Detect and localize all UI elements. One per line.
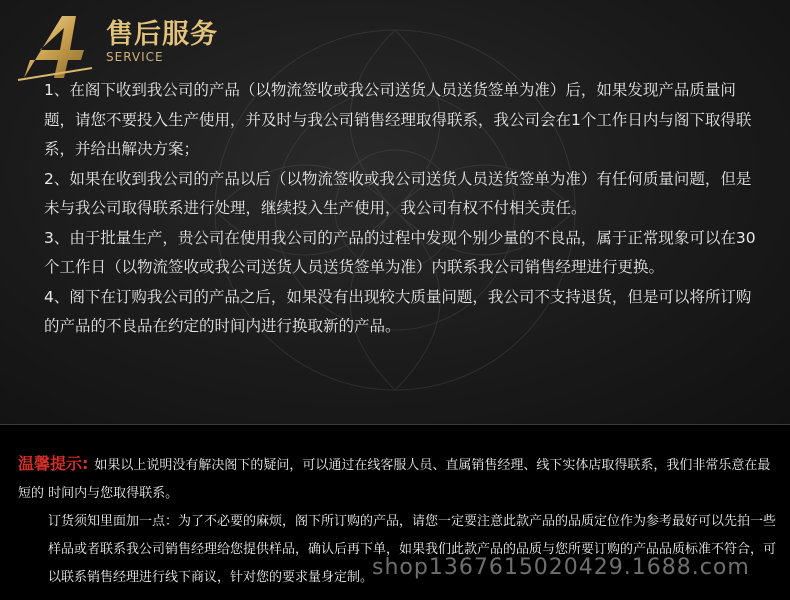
term-item: 3、由于批量生产，贵公司在使用我公司的产品的过程中发现个别少量的不良品，属于正常现象可以在30个工作日（以物流签收或我公司送货人员送货签单为准）内联系我公司销售经理进行更换。 [44, 228, 756, 276]
service-terms [44, 76, 764, 342]
term-item: 4、阁下在订购我公司的产品之后，如果没有出现较大质量问题，我公司不支持退货，但是可以将所订购的产品的不良品在约定的时间内进行换取新的产品。 [44, 287, 752, 335]
term-item: 1、在阁下收到我公司的产品（以物流签收或我公司送货人员送货签单为准）后，如果发现产品质量问题，请您不要投入生产使用，并及时与我公司销售经理取得联系，我公司会在1个工作日内与阁下取得联系，并给出解决方案； [44, 81, 752, 158]
notice-text: 如果以上说明没有解决阁下的疑问，可以通过在线客服人员、直属销售经理、线下实体店取得联系，我们非常乐意在最短的 时间内与您取得联系。 [18, 458, 771, 501]
notice-paragraph [18, 450, 778, 508]
term-item: 2、如果在收到我公司的产品以后（以物流签收或我公司送货人员送货签单为准）有任何质量问题，但是未与我公司取得联系进行处理，继续投入生产使用，我公司有权不付相关责任。 [44, 169, 752, 217]
notice-paragraph: 订货须知里面加一点：为了不必要的麻烦，阁下所订购的产品，请您一定要注意此款产品的品质定位作为参考最好可以先拍一些样品或者联系我公司销售经理给您提供样品，确认后再下单，如果我们此款产品的品质与您所要订购的产品品质标准不符合，可以联系销售经理进行线下商议，针对您的要求量身定制。 [48, 514, 777, 585]
gold-4-emblem-icon [14, 10, 96, 82]
notice-label: 温馨提示: [18, 454, 89, 473]
page-subtitle: SERVICE [106, 50, 164, 64]
page-title: 售后服务 [106, 19, 218, 50]
shop-watermark: shop1367615020429.1688.com [372, 555, 750, 580]
